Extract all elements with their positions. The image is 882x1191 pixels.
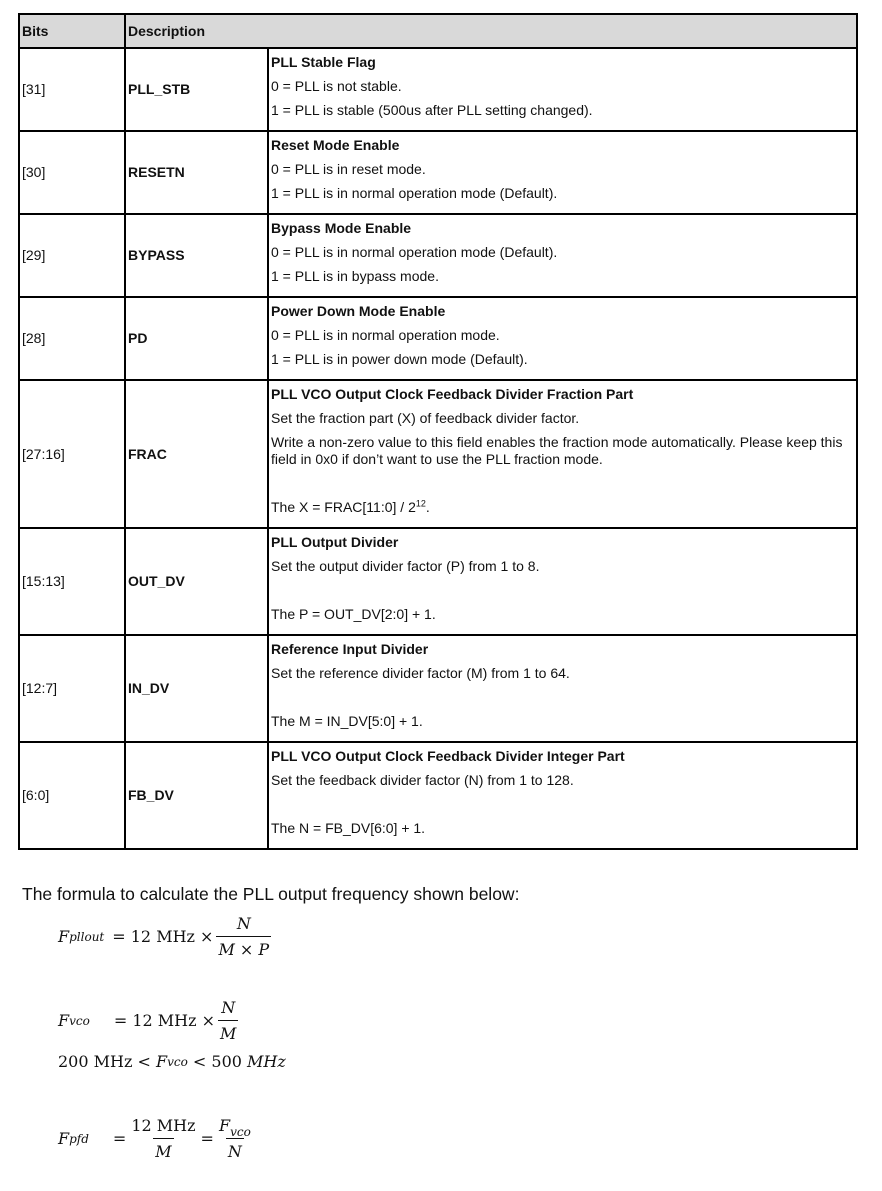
formula-pfd-eq1: = — [112, 1129, 127, 1148]
field-description-cell — [268, 635, 857, 742]
formula-text: The P = OUT_DV[2:0] + 1. — [271, 606, 436, 622]
bits-cell: [27:16] — [19, 380, 125, 528]
field-description-cell — [268, 131, 857, 214]
header-description: Description — [125, 14, 857, 48]
table-row — [19, 528, 857, 635]
formula-text: The N = FB_DV[6:0] + 1. — [271, 820, 426, 836]
bits-cell: [31] — [19, 48, 125, 131]
formula-vco-eq: = 12 MHz × — [113, 1011, 216, 1030]
table-row — [19, 742, 857, 849]
formula-pllout-lhs: F — [58, 927, 70, 946]
bits-cell: [15:13] — [19, 528, 125, 635]
description-title: PLL VCO Output Clock Feedback Divider Integer Part — [271, 748, 625, 764]
formula-vco-range: 200 MHz < F vco < 500 MHz — [58, 1052, 286, 1071]
formula-pfd: F pfd = $\frac{\text{12 MHz}}{M}$ = $\frac{F_{vco}}{N}$ — [58, 1116, 251, 1161]
field-name-cell: FB_DV — [125, 742, 268, 849]
bits-cell: [28] — [19, 297, 125, 380]
formula-pfd-numerator-1: 12 MHz — [131, 1116, 196, 1135]
formula-pfd-denominator-1: M — [153, 1138, 173, 1161]
table-row — [19, 48, 857, 131]
field-description-cell — [268, 380, 857, 528]
table-row — [19, 635, 857, 742]
bits-cell: [12:7] — [19, 635, 125, 742]
field-name-cell: PD — [125, 297, 268, 380]
description-title: PLL VCO Output Clock Feedback Divider Fraction Part — [271, 386, 634, 402]
formula-range-left: 200 MHz < — [58, 1052, 151, 1071]
table-row — [19, 380, 857, 528]
formula-vco-numerator: N — [221, 998, 236, 1017]
description-formula — [271, 499, 852, 516]
description-formula — [271, 606, 852, 623]
formula-pllout-numerator: N — [236, 914, 251, 933]
field-name-cell: BYPASS — [125, 214, 268, 297]
description-line: 1 = PLL is stable (500us after PLL setting changed). — [271, 102, 593, 118]
formula-text: The M = IN_DV[5:0] + 1. — [271, 713, 423, 729]
formula-exponent: 12 — [415, 498, 426, 509]
description-line: Set the output divider factor (P) from 1 to 8. — [271, 558, 540, 574]
field-description-cell — [268, 48, 857, 131]
field-name-cell: RESETN — [125, 131, 268, 214]
description-line: 0 = PLL is in normal operation mode (Default). — [271, 244, 558, 260]
description-line: 1 = PLL is in bypass mode. — [271, 268, 439, 284]
formula-pfd-lhs: F — [58, 1129, 70, 1148]
description-spacer — [271, 475, 852, 499]
description-formula — [271, 820, 852, 837]
formula-text: The X = FRAC[11:0] / 2 — [271, 499, 416, 515]
description-title: PLL Stable Flag — [271, 54, 376, 70]
formula-vco: F vco = 12 MHz × $\frac{N}{M}$ — [58, 998, 237, 1043]
formula-intro: The formula to calculate the PLL output frequency shown below: — [22, 884, 520, 904]
description-line: 0 = PLL is not stable. — [271, 78, 402, 94]
table-header-row — [19, 14, 857, 48]
formula-pfd-num2-var: F — [218, 1116, 231, 1135]
field-name-cell: PLL_STB — [125, 48, 268, 131]
field-description-cell — [268, 528, 857, 635]
formula-pfd-denominator-2: N — [226, 1138, 244, 1161]
description-title: PLL Output Divider — [271, 534, 399, 550]
field-description-cell — [268, 297, 857, 380]
register-table — [18, 13, 858, 850]
formula-vco-fraction — [218, 998, 238, 1043]
formula-vco-lhs: F — [58, 1011, 70, 1030]
description-spacer — [271, 582, 852, 606]
description-line: 1 = PLL is in normal operation mode (Default). — [271, 185, 558, 201]
description-line: Write a non-zero value to this field enables the fraction mode automatically. Please keep this field in 0x0 if don’t want to use the PLL fraction mode. — [271, 434, 843, 467]
formula-range-unit: MHz — [247, 1052, 286, 1071]
formula-vco-denominator: M — [218, 1020, 238, 1043]
description-line: Set the reference divider factor (M) from 1 to 64. — [271, 665, 570, 681]
formula-pllout: F pllout = 12 MHz × $\frac{N}{M \times P}$ — [58, 914, 270, 959]
field-description-cell — [268, 214, 857, 297]
table-row — [19, 214, 857, 297]
description-formula — [271, 713, 852, 730]
bits-cell: [29] — [19, 214, 125, 297]
description-line: 1 = PLL is in power down mode (Default). — [271, 351, 528, 367]
formula-range-var: F — [155, 1052, 168, 1071]
description-title: Reset Mode Enable — [271, 137, 400, 153]
formula-pfd-fraction-1 — [129, 1116, 197, 1161]
description-line: Set the feedback divider factor (N) from 1 to 128. — [271, 772, 574, 788]
formula-pfd-numerator-2 — [217, 1116, 253, 1138]
description-spacer — [271, 796, 852, 820]
field-name-cell: IN_DV — [125, 635, 268, 742]
description-title: Power Down Mode Enable — [271, 303, 446, 319]
header-bits: Bits — [19, 14, 125, 48]
formula-pllout-eq: = 12 MHz × — [112, 927, 214, 946]
formula-end: . — [425, 499, 430, 515]
description-title: Bypass Mode Enable — [271, 220, 412, 236]
formula-pllout-denominator: M × P — [216, 936, 271, 959]
field-description-cell — [268, 742, 857, 849]
table-row — [19, 131, 857, 214]
table-row — [19, 297, 857, 380]
formula-range-right: < 500 — [192, 1052, 242, 1071]
formula-pfd-eq2: = — [200, 1129, 214, 1148]
formula-pfd-num2-sub: vco — [230, 1125, 251, 1139]
description-line: 0 = PLL is in normal operation mode. — [271, 327, 500, 343]
bits-cell: [6:0] — [19, 742, 125, 849]
description-spacer — [271, 689, 852, 713]
formula-pfd-fraction-2 — [217, 1116, 253, 1161]
field-name-cell: OUT_DV — [125, 528, 268, 635]
description-line: Set the fraction part (X) of feedback divider factor. — [271, 410, 580, 426]
formula-pllout-fraction — [216, 914, 271, 959]
description-line: 0 = PLL is in reset mode. — [271, 161, 426, 177]
description-title: Reference Input Divider — [271, 641, 429, 657]
bits-cell: [30] — [19, 131, 125, 214]
field-name-cell: FRAC — [125, 380, 268, 528]
